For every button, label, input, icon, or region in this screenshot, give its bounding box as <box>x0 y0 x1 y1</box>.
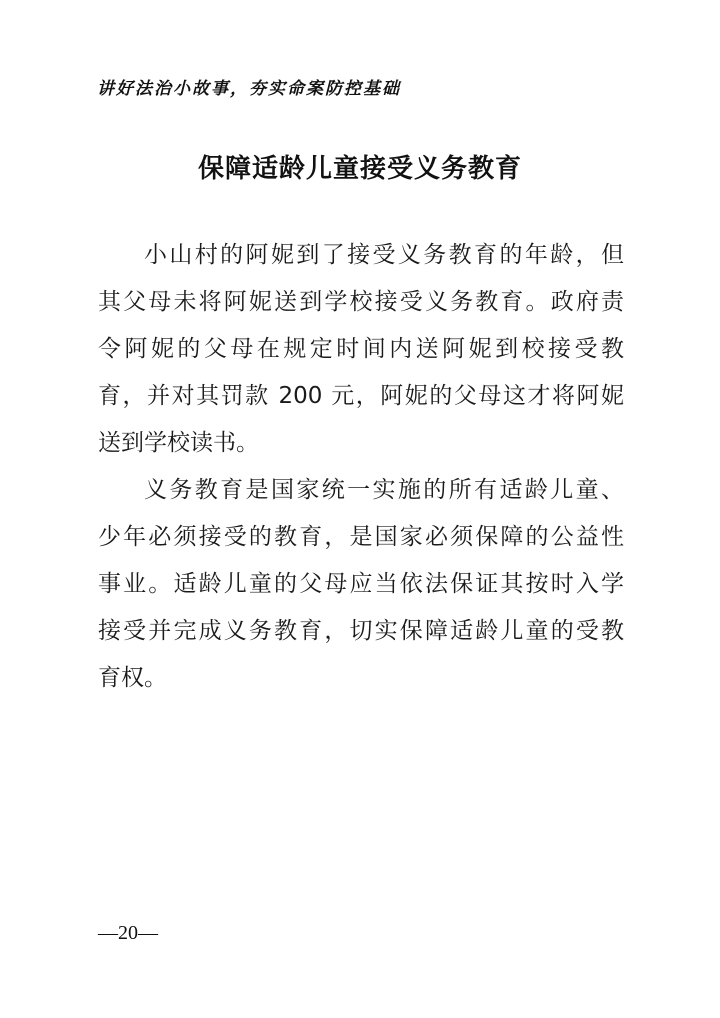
paragraph-line: 其父母未将阿妮送到学校接受义务教育。政府责 <box>98 289 624 315</box>
article-body <box>98 232 624 702</box>
paragraph-line: 令阿妮的父母在规定时间内送阿妮到校接受教 <box>98 336 624 362</box>
paragraph-line: 小山村的阿妮到了接受义务教育的年龄，但 <box>144 242 624 268</box>
article-title: 保障适龄儿童接受义务教育 <box>197 154 522 184</box>
paragraph-line: 送到学校读书。 <box>98 430 259 456</box>
paragraph-line: 事业。适龄儿童的父母应当依法保证其按时入学 <box>98 571 624 597</box>
paragraph-1 <box>98 232 624 467</box>
running-header: 讲好法治小故事，夯实命案防控基础 <box>97 79 401 99</box>
paragraph-2 <box>98 467 624 702</box>
page-number: —20— <box>98 922 158 944</box>
paragraph-line: 接受并完成义务教育，切实保障适龄儿童的受教 <box>98 618 624 644</box>
paragraph-line: 少年必须接受的教育，是国家必须保障的公益性 <box>98 524 624 550</box>
paragraph-line: 义务教育是国家统一实施的所有适龄儿童、 <box>144 477 624 503</box>
paragraph-line: 育权。 <box>98 665 167 691</box>
paragraph-line: 育，并对其罚款 200 元，阿妮的父母这才将阿妮 <box>98 383 624 409</box>
